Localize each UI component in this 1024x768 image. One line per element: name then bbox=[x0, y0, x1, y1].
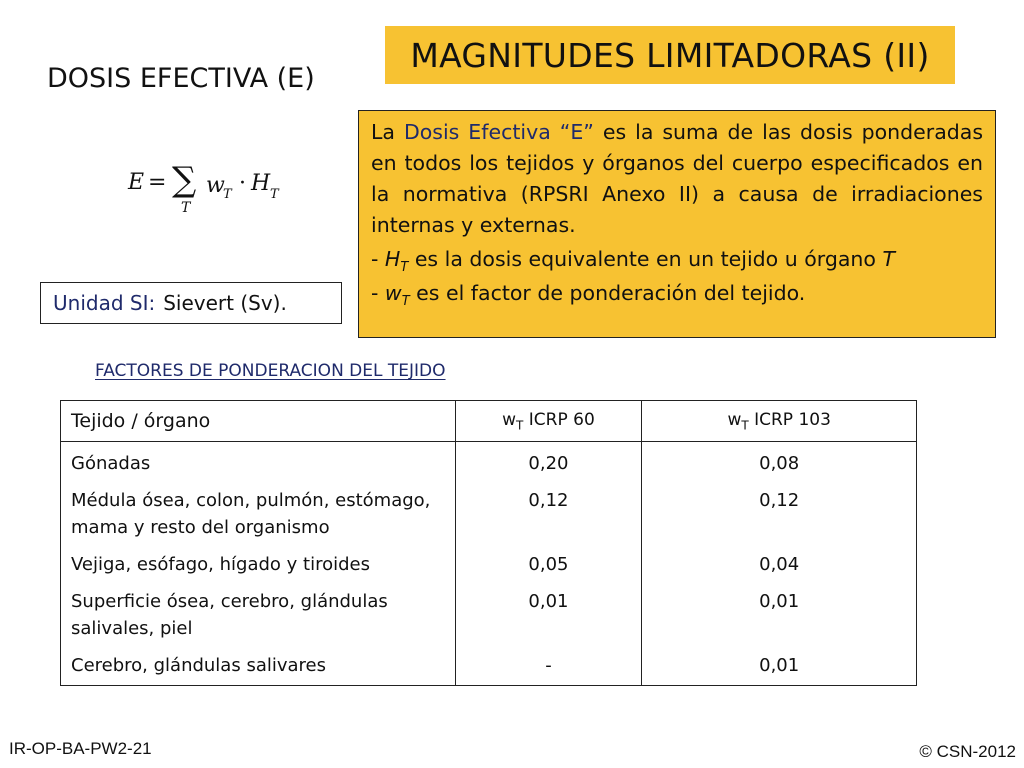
icrp60-cell: 0,20 bbox=[455, 442, 642, 487]
formula-dose-sub: T bbox=[270, 187, 279, 202]
table-row bbox=[61, 442, 917, 487]
slide-subtitle: DOSIS EFECTIVA (E) bbox=[47, 63, 315, 94]
header-icrp103-sub: T bbox=[741, 418, 749, 433]
effective-dose-formula bbox=[128, 160, 298, 220]
formula-weight-sub: T bbox=[223, 187, 232, 202]
table-row bbox=[61, 550, 917, 587]
tissue-cell: Cerebro, glándulas salivares bbox=[61, 651, 456, 686]
header-icrp60-text: ICRP 60 bbox=[523, 409, 595, 430]
header-icrp60-sub: T bbox=[516, 418, 524, 433]
bullet-ht-sub: T bbox=[400, 260, 409, 276]
slide-code: IR-OP-BA-PW2-21 bbox=[9, 739, 152, 758]
definition-bullet-wt bbox=[371, 278, 983, 309]
icrp60-cell: 0,05 bbox=[455, 550, 642, 587]
tissue-cell: Gónadas bbox=[61, 442, 456, 487]
formula-lhs: E bbox=[128, 170, 145, 195]
icrp60-cell: 0,01 bbox=[455, 587, 642, 651]
bullet-dash: - bbox=[371, 281, 385, 305]
tissue-cell: Médula ósea, colon, pulmón, estómago, mama y resto del organismo bbox=[61, 486, 456, 550]
bullet-ht-text: es la dosis equivalente en un tejido u órgano bbox=[408, 247, 883, 271]
definition-bullet-ht bbox=[371, 244, 983, 275]
header-icrp60 bbox=[455, 401, 642, 442]
tissue-cell: Superficie ósea, cerebro, glándulas salivales, piel bbox=[61, 587, 456, 651]
definition-intro bbox=[371, 117, 983, 241]
tissue-cell: Vejiga, esófago, hígado y tiroides bbox=[61, 550, 456, 587]
bullet-wt-text: es el factor de ponderación del tejido. bbox=[409, 281, 806, 305]
icrp103-cell: 0,08 bbox=[642, 442, 917, 487]
bullet-ht-symbol: H bbox=[384, 247, 401, 271]
summation-symbol: ∑ bbox=[172, 160, 197, 200]
icrp60-cell: 0,12 bbox=[455, 486, 642, 550]
icrp60-cell: - bbox=[455, 651, 642, 686]
header-icrp103 bbox=[642, 401, 917, 442]
formula-operator: · bbox=[239, 171, 246, 196]
header-tissue: Tejido / órgano bbox=[61, 401, 456, 442]
si-unit-value: Sievert (Sv). bbox=[163, 291, 287, 315]
bullet-dash: - bbox=[371, 247, 385, 271]
icrp103-cell: 0,12 bbox=[642, 486, 917, 550]
copyright: © CSN-2012 bbox=[919, 742, 1016, 761]
si-unit-box bbox=[40, 282, 342, 324]
header-icrp60-symbol: w bbox=[502, 409, 517, 430]
definition-term: Dosis Efectiva “E” bbox=[403, 120, 594, 144]
definition-intro-prefix: La bbox=[371, 120, 404, 144]
weighting-factors-title: FACTORES DE PONDERACION DEL TEJIDO bbox=[95, 361, 446, 381]
formula-equals: = bbox=[148, 170, 167, 195]
header-icrp103-symbol: w bbox=[727, 409, 742, 430]
table-row bbox=[61, 486, 917, 550]
table-row bbox=[61, 651, 917, 686]
slide-title-box bbox=[385, 26, 955, 84]
si-unit-label: Unidad SI: bbox=[53, 291, 156, 315]
icrp103-cell: 0,01 bbox=[642, 587, 917, 651]
slide-title: MAGNITUDES LIMITADORAS (II) bbox=[410, 35, 930, 75]
summation-index: T bbox=[181, 200, 191, 216]
icrp103-cell: 0,04 bbox=[642, 550, 917, 587]
table-header-row bbox=[61, 401, 917, 442]
formula-weight: w bbox=[206, 173, 225, 198]
bullet-ht-tail: T bbox=[882, 247, 896, 271]
bullet-wt-sub: T bbox=[401, 294, 410, 310]
icrp103-cell: 0,01 bbox=[642, 651, 917, 686]
formula-dose: H bbox=[251, 171, 271, 196]
tissue-weighting-table bbox=[60, 400, 917, 686]
bullet-wt-symbol: w bbox=[384, 281, 402, 305]
definition-intro-text: es la suma de las dosis ponderadas en todos los tejidos y órganos del cuerpo especificados en la normativa (RPSRI Anexo II) a causa de irradiaciones internas y externas. bbox=[371, 120, 984, 237]
definition-box bbox=[358, 110, 996, 338]
table-row bbox=[61, 587, 917, 651]
header-icrp103-text: ICRP 103 bbox=[748, 409, 831, 430]
